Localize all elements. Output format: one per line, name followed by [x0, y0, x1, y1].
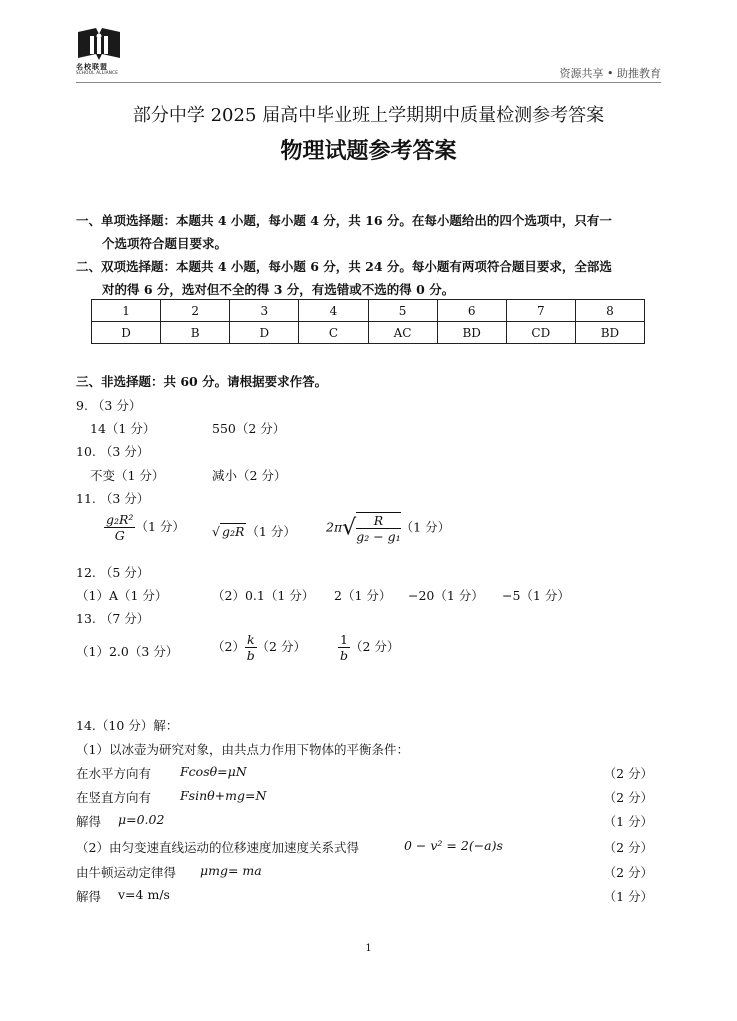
- q10-answer2: 减小（2 分）: [212, 468, 287, 483]
- q13-part3: [338, 632, 399, 663]
- q14-line2-text: 在水平方向有: [76, 766, 152, 781]
- q14-line6-equation: μmg= ma: [200, 863, 262, 878]
- table-cell: 6: [437, 300, 506, 322]
- q14-line2-score: （2 分）: [603, 766, 653, 781]
- page-title: 物理试题参考答案: [280, 138, 457, 164]
- table-cell: 4: [299, 300, 368, 322]
- table-cell: D: [230, 322, 299, 344]
- section2-line2: 对的得 6 分，选对但不全的得 3 分，有选错或不选的得 0 分。: [102, 282, 455, 297]
- sqrt-radicand: g₂R: [221, 524, 245, 539]
- q14-line4-text: 解得: [76, 814, 102, 829]
- answer-table-numbers-row: [92, 300, 645, 322]
- q11-formula2: [212, 522, 296, 540]
- q10-label: 10. （3 分）: [76, 444, 150, 459]
- answer-table: [91, 299, 645, 344]
- q14-line7-score: （1 分）: [603, 889, 653, 904]
- q14-line5-equation: 0 − v² = 2(−a)s: [404, 838, 503, 853]
- q14-line5-text: （2）由匀变速直线运动的位移速度加速度关系式得: [76, 840, 359, 855]
- table-cell: C: [299, 322, 368, 344]
- logo-subtitle: SCHOOL ALLIANCE: [76, 70, 119, 75]
- q11-two-pi: 2π: [326, 519, 343, 535]
- fraction-denominator: G: [114, 528, 125, 543]
- q11-formula1: [104, 512, 185, 543]
- fraction: [356, 512, 400, 544]
- q13-label: 13. （7 分）: [76, 611, 150, 626]
- q9-answer2: 550（2 分）: [212, 421, 286, 436]
- q14-line6-score: （2 分）: [603, 865, 653, 880]
- fraction: [104, 512, 135, 543]
- q14-line5-score: （2 分）: [603, 840, 653, 855]
- fraction: [338, 632, 350, 663]
- header-divider: [76, 82, 661, 83]
- table-cell: B: [161, 322, 230, 344]
- q14-line7-equation: v=4 m/s: [118, 887, 170, 902]
- q10-answer1: 不变（1 分）: [90, 468, 165, 483]
- q12-part3: 2（1 分）: [334, 588, 392, 603]
- q14-label: 14.（10 分）解：: [76, 718, 179, 733]
- q9-label: 9. （3 分）: [76, 398, 142, 413]
- table-cell: AC: [368, 322, 437, 344]
- q13-part1: （1）2.0（3 分）: [76, 644, 179, 659]
- q14-line4-score: （1 分）: [603, 814, 653, 829]
- table-cell: BD: [437, 322, 506, 344]
- table-cell: 2: [161, 300, 230, 322]
- q11-score1: （1 分）: [135, 519, 185, 534]
- q12-part2: （2）0.1（1 分）: [212, 588, 315, 603]
- header-slogan: 资源共享 • 助推教育: [559, 67, 661, 80]
- q12-label: 12. （5 分）: [76, 565, 150, 580]
- logo-name: 名校联盟: [76, 63, 108, 71]
- fraction-denominator: b: [246, 648, 255, 663]
- q12-part4: −20（1 分）: [408, 588, 484, 603]
- exam-title: 部分中学 2025 届高中毕业班上学期期中质量检测参考答案: [132, 105, 605, 126]
- table-cell: CD: [506, 322, 575, 344]
- q14-line3-equation: Fsinθ+mg=N: [180, 788, 267, 803]
- q14-line6-text: 由牛顿运动定律得: [76, 865, 177, 880]
- fraction-numerator: g₂R²: [106, 512, 134, 527]
- fraction-numerator: k: [246, 632, 255, 647]
- sqrt-icon: √: [342, 515, 357, 541]
- page-number: 1: [365, 943, 372, 954]
- fraction-denominator: g₂ − g₁: [356, 529, 401, 544]
- table-cell: 5: [368, 300, 437, 322]
- q14-line2-equation: Fcosθ=μN: [180, 764, 247, 779]
- q14-line3-score: （2 分）: [603, 790, 653, 805]
- table-cell: D: [92, 322, 161, 344]
- fraction-numerator: 1: [340, 632, 348, 647]
- q13-part2-score: （2 分）: [256, 639, 306, 654]
- sqrt-icon: √: [212, 524, 220, 539]
- section1-line1: 一、单项选择题：本题共 4 小题，每小题 4 分，共 16 分。在每小题给出的四个选项中，只有一: [76, 213, 612, 228]
- section3-heading: 三、非选择题：共 60 分。请根据要求作答。: [76, 374, 328, 389]
- book-logo-icon: [76, 26, 122, 62]
- table-cell: 7: [506, 300, 575, 322]
- q11-formula3: [326, 512, 450, 544]
- q11-score2: （1 分）: [246, 524, 296, 539]
- q14-line4-equation: μ=0.02: [118, 812, 165, 827]
- q11-score3: （1 分）: [400, 519, 451, 535]
- table-cell: 8: [575, 300, 644, 322]
- section1-line2: 个选项符合题目要求。: [102, 236, 228, 251]
- q9-answer1: 14（1 分）: [90, 421, 156, 436]
- q14-line1: （1）以冰壶为研究对象，由共点力作用下物体的平衡条件：: [76, 742, 409, 757]
- fraction: [245, 632, 257, 663]
- q14-line3-text: 在竖直方向有: [76, 790, 152, 805]
- q14-line7-text: 解得: [76, 889, 102, 904]
- table-cell: 3: [230, 300, 299, 322]
- answer-table-answers-row: [92, 322, 645, 344]
- fraction-denominator: b: [339, 648, 348, 663]
- table-cell: 1: [92, 300, 161, 322]
- q13-part2: [212, 632, 306, 663]
- section2-line1: 二、双项选择题：本题共 4 小题，每小题 6 分，共 24 分。每小题有两项符合题目要求，全部选: [76, 259, 612, 274]
- q11-label: 11. （3 分）: [76, 491, 150, 506]
- table-cell: BD: [575, 322, 644, 344]
- fraction-numerator: R: [356, 513, 400, 529]
- q12-part5: −5（1 分）: [502, 588, 570, 603]
- q12-part1: （1）A（1 分）: [76, 588, 168, 603]
- q13-part2-prefix: （2）: [212, 639, 245, 654]
- q13-part3-score: （2 分）: [349, 639, 400, 654]
